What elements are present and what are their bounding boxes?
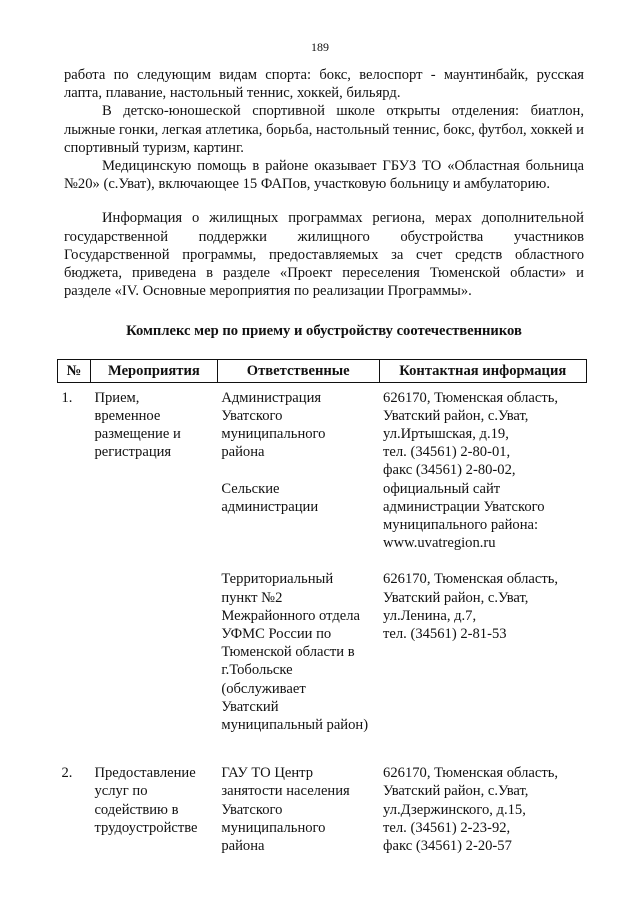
paragraph: В детско-юношеской спортивной школе открыты отделения: биатлон, лыжные гонки, легкая атлетика, борьба, настольный теннис, бокс, футбол, хоккей и спортивный туризм, картинг.	[64, 103, 584, 156]
table-row	[58, 552, 587, 570]
row-event	[90, 764, 217, 855]
responsible-text: ГАУ ТО Центр занятости населения Уватского муниципального района	[221, 765, 350, 854]
header-number: №	[58, 360, 91, 383]
table-row	[58, 389, 587, 553]
page-number: 189	[311, 40, 329, 54]
table-row	[58, 734, 587, 764]
row-number: 1.	[61, 389, 73, 406]
paragraph: работа по следующим видам спорта: бокс, велоспорт - маунтинбайк, русская лапта, плавание, настольный теннис, хоккей, бильярд.	[64, 67, 584, 102]
contact-text: 626170, Тюменская область, Уватский район, с.Уват, ул.Ленина, д.7, тел. (34561) 2-81-53	[383, 571, 559, 642]
header-event: Мероприятия	[90, 360, 217, 383]
row-responsible	[217, 389, 379, 553]
responsible-text: Администрация Уватского муниципального района Сельские администрации	[221, 389, 326, 515]
header-contact: Контактная информация	[379, 360, 586, 383]
row-contact	[379, 764, 586, 855]
row-responsible	[217, 764, 379, 855]
paragraph: Медицинскую помощь в районе оказывает ГБУЗ ТО «Областная больница №20» (с.Уват), включающее 15 ФАПов, участковую больницу и амбулаторию.	[64, 158, 584, 193]
row-contact	[379, 389, 586, 553]
row-responsible	[217, 570, 379, 734]
body-text	[64, 66, 584, 300]
event-text: Прием, временное размещение и регистрация	[94, 389, 181, 461]
paragraph: Информация о жилищных программах региона, мерах дополнительной государственной поддержки жилищного обустройства участников Государственной программы, предоставляемых за счет средств областного бюджета, приведена в разделе «Проект переселения Тюменской области» и разделе «IV. Основные мероприятия по реализации Программы».	[64, 210, 584, 300]
row-number: 2.	[61, 765, 73, 782]
section-title: Комплекс мер по приему и обустройству соотечественников	[126, 323, 522, 339]
measures-table	[57, 359, 587, 855]
table-row	[58, 764, 587, 855]
table-header-row	[58, 360, 587, 383]
header-responsible: Ответственные	[217, 360, 379, 383]
row-event	[90, 389, 217, 553]
table-row	[58, 570, 587, 734]
row-contact	[379, 570, 586, 734]
contact-text: 626170, Тюменская область, Уватский район, с.Уват, ул.Иртышская, д.19, тел. (34561) 2-80-01, факс (34561) 2-80-02, официальный сайт администрации Уватского муниципального района: www.uvatregion.ru	[383, 389, 559, 552]
event-text: Предоставление услуг по содействию в трудоустройстве	[94, 765, 198, 836]
responsible-text: Территориальный пункт №2 Межрайонного отдела УФМС России по Тюменской области в г.Тобольске (обслуживает Уватский муниципальный район)	[221, 571, 369, 733]
contact-text: 626170, Тюменская область, Уватский район, с.Уват, ул.Дзержинского, д.15, тел. (34561) 2-23-92, факс (34561) 2-20-57	[383, 765, 559, 854]
